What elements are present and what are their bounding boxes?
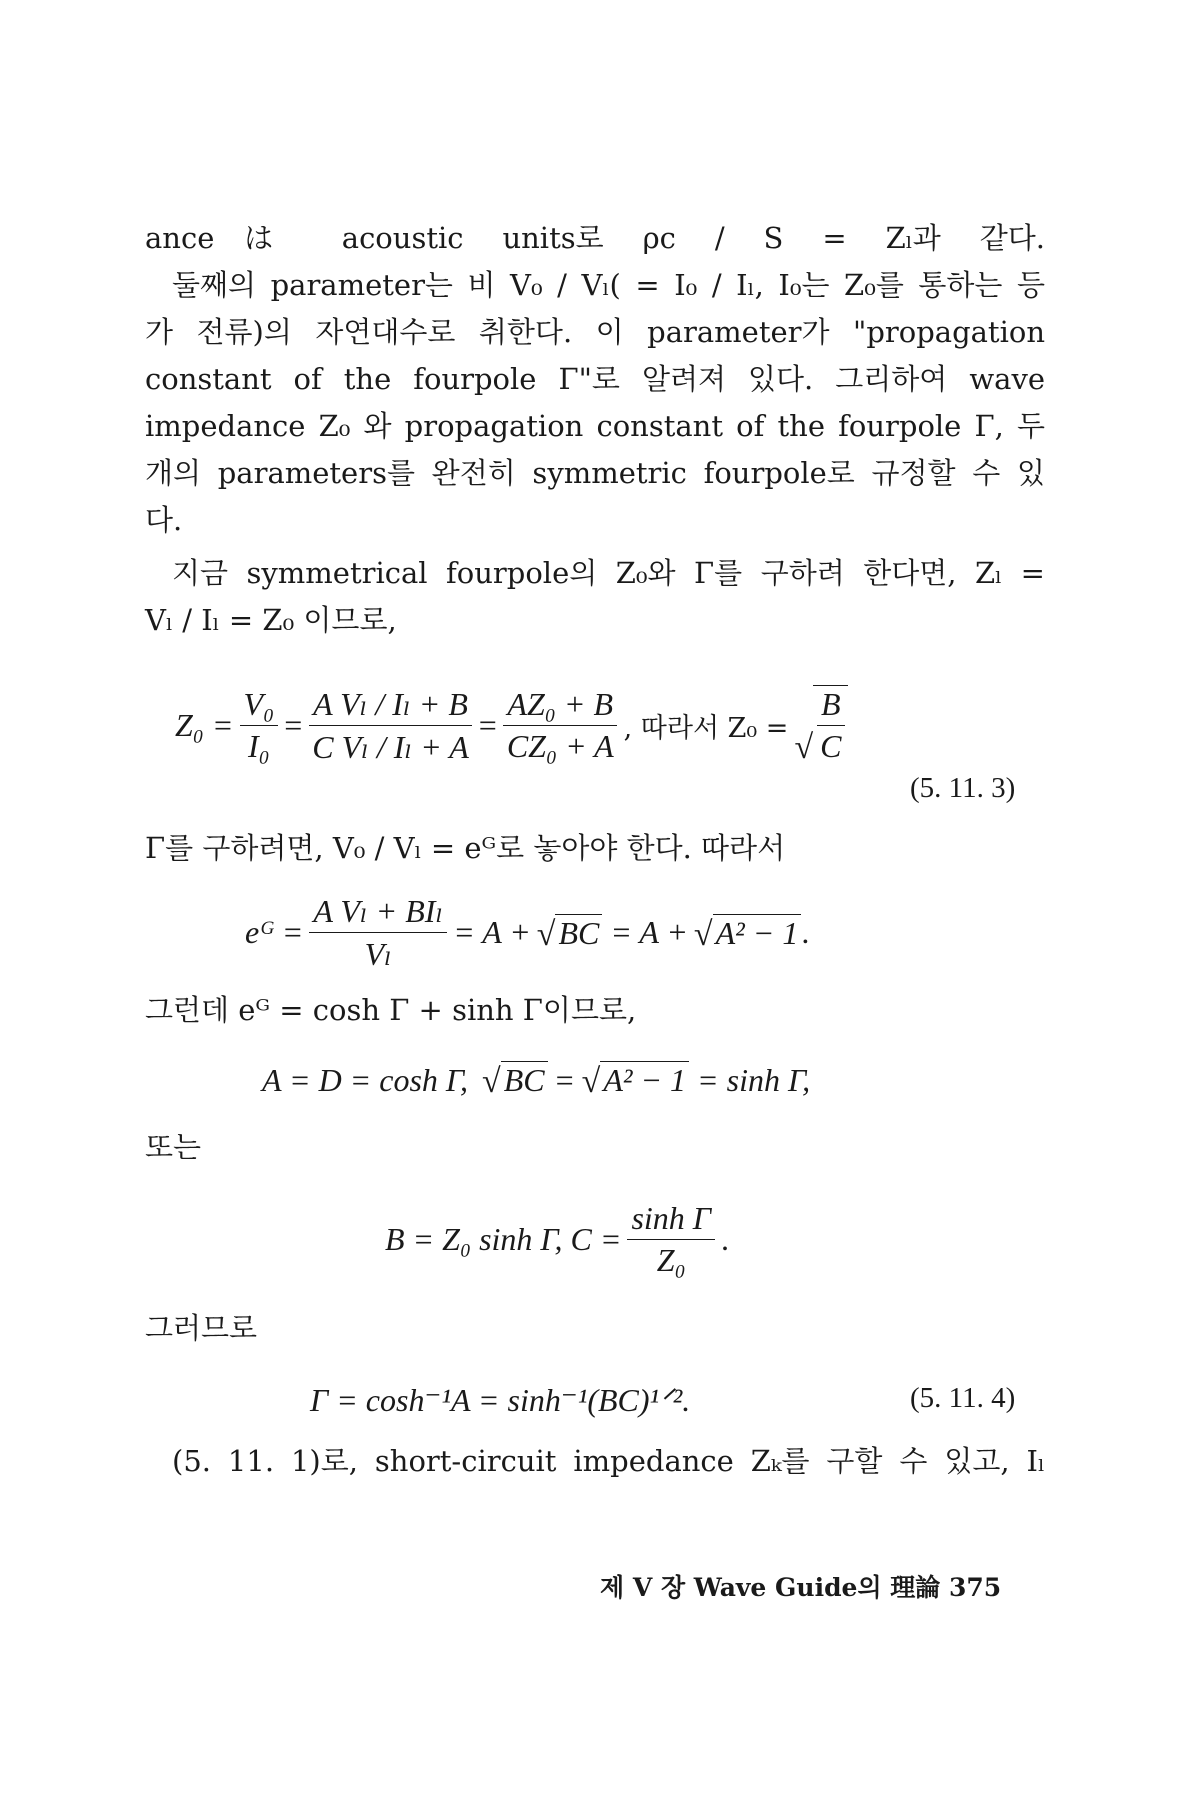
eq1-fraction-2: [308, 685, 473, 766]
eq2-num: A Vₗ + BIₗ: [309, 892, 447, 933]
eq1-f2-num: A Vₗ / Iₗ + B: [309, 685, 472, 726]
equation-number-5-11-4: (5. 11. 4): [910, 1382, 1016, 1414]
eq1-root-den: C: [820, 728, 842, 764]
eq1-fraction-1: [240, 686, 279, 765]
eq2-end: .: [801, 914, 810, 950]
eq3-a: A = D = cosh Γ,: [262, 1061, 469, 1098]
text-line-7: 다.: [145, 503, 183, 537]
eq4-num: sinh Γ: [627, 1200, 715, 1240]
eq3-root1: BC: [501, 1061, 548, 1099]
eq4-fraction: [627, 1200, 715, 1279]
eq2-sqrt-1: √ BC: [537, 914, 603, 952]
eq4-a: B = Z₀ sinh Γ, C =: [385, 1221, 622, 1257]
text-line-2: 둘째의 parameter는 비 V₀ / Vₗ( = I₀ / Iₗ, I₀는 Z₀를 통하는 등: [172, 268, 1045, 302]
eq4-end: .: [721, 1221, 729, 1257]
equation-gamma: [310, 1375, 690, 1425]
eq1-f3-num: AZ₀ + B: [503, 686, 617, 726]
eq1-lhs: Z₀ =: [175, 706, 234, 743]
text-line-4: constant of the fourpole Γ"로 알려져 있다. 그리하여 wave: [145, 362, 1045, 396]
eq1-f2-den: C Vₗ / Iₗ + A: [312, 728, 469, 765]
equation-a-d: [262, 1050, 810, 1110]
eq1-f1-num: V₀: [240, 686, 279, 726]
eq2-lhs: eᴳ =: [245, 914, 304, 950]
text-line-3: 가 전류)의 자연대수로 취한다. 이 parameter가 "propagation: [145, 315, 1045, 349]
eq3-sqrt-2: √ A² − 1: [582, 1061, 689, 1099]
eq2-root1: BC: [555, 914, 602, 952]
eq1-root-num: B: [817, 686, 845, 726]
text-line-therefore: 그러므로: [145, 1311, 258, 1345]
eq2-rhs1: = A +: [453, 914, 531, 950]
eq3-sqrt-1: √ BC: [482, 1061, 548, 1099]
eq3-root2: A² − 1: [600, 1061, 689, 1099]
eq1-mid: , 따라서 Z₀ =: [623, 712, 789, 744]
eq3-mid: =: [555, 1061, 574, 1098]
eq2-den: Vₗ: [364, 936, 392, 972]
equation-b-c: [385, 1192, 729, 1287]
text-line-1: anceは acoustic units로 ρc / S = Zₗ과 같다.: [145, 221, 1045, 255]
page-footer: 제 Ⅴ 장 Wave Guide의 理論 375: [600, 1573, 1002, 1602]
eq4-den: Z₀: [656, 1242, 686, 1278]
equation-number-5-11-3: (5. 11. 3): [910, 772, 1016, 804]
text-line-then: 그런데 eᴳ = cosh Γ + sinh Γ이므로,: [145, 993, 637, 1027]
eq1-sqrt: √ $\frac{B}{C}$: [794, 685, 848, 765]
text-line-9: Vₗ / Iₗ = Z₀ 이므로,: [145, 603, 397, 637]
eq2-rhs2: = A +: [610, 914, 688, 950]
eq3-b: = sinh Γ,: [697, 1061, 811, 1098]
text-line-or: 또는: [145, 1130, 202, 1164]
eq2-fraction: [309, 892, 447, 973]
text-line-last: (5. 11. 1)로, short-circuit impedance Zₖ를 구할 수 있고, Iₗ: [172, 1444, 1045, 1478]
eq2-sqrt-2: √ A² − 1: [694, 914, 801, 952]
eq2-root2: A² − 1: [713, 914, 802, 952]
text-line-8: 지금 symmetrical fourpole의 Z₀와 Γ를 구하려 한다면, Zₗ =: [172, 556, 1045, 590]
equation-e-gamma: [245, 885, 809, 980]
text-line-5: impedance Z₀ 와 propagation constant of the fourpole Γ, 두: [145, 409, 1045, 443]
text-line-6: 개의 parameters를 완전히 symmetric fourpole로 규정할 수 있: [145, 456, 1045, 490]
text-line-gamma: Γ를 구하려면, V₀ / Vₗ = eᴳ로 놓아야 한다. 따라서: [145, 831, 786, 865]
eq1-fraction-3: [503, 686, 618, 765]
eq1-f3-den: CZ₀ + A: [506, 727, 614, 764]
eq1-f1-den: I₀: [247, 727, 270, 764]
equation-z0: Z₀ = $\frac{\text{V₀}}{\text{I₀}}$ = $\frac{\text{A Vₗ / Iₗ + B}}{\text{C Vₗ / Iₗ + A}}$ = $\frac{\text{AZ₀ + B}}{\text{CZ₀ + A}}$ , 따라서 Z₀ = √ $\frac{B}{C}$: [175, 675, 848, 775]
eq5-text: Γ = cosh⁻¹A = sinh⁻¹(BC)¹ᐟ².: [310, 1382, 691, 1418]
